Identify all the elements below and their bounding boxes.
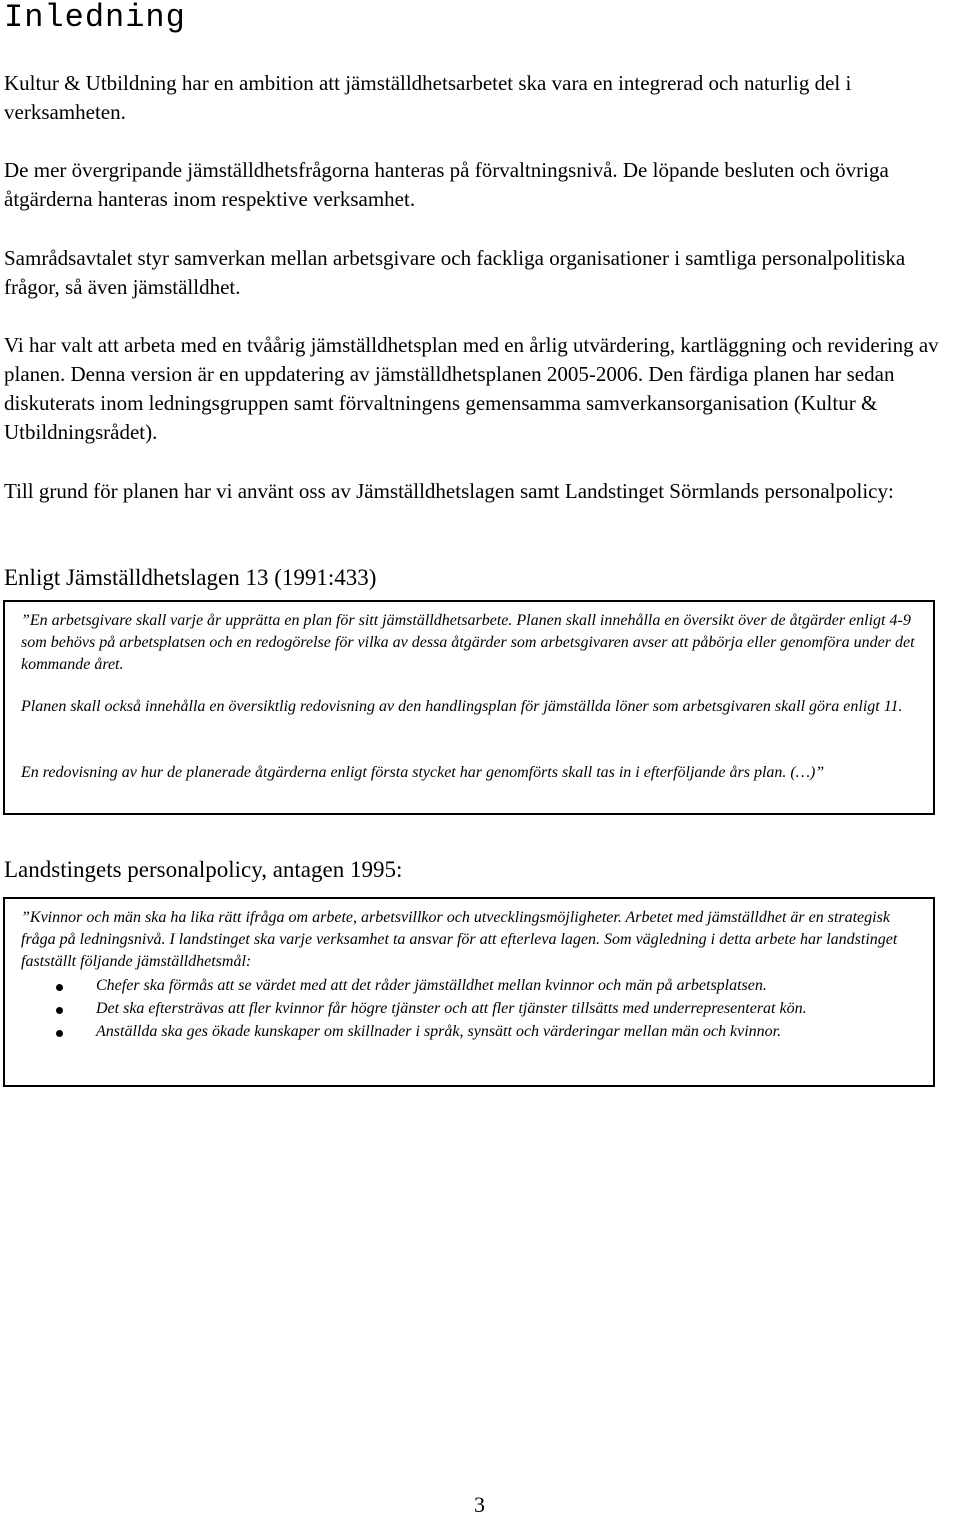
policy-quote-intro: ”Kvinnor och män ska ha lika rätt ifråga om arbete, arbetsvillkor och utvecklingsmöjligheter. Arbetet med jämställdhet är en strategisk fråga på ledningsnivå. I landstinget ska varje verksamhet ta ansvar för att efterleva lagen. Som vägledning i detta arbete har landstinget fastställt följande jämställdhetsmål:: [21, 909, 898, 970]
policy-section-title: Landstingets personalpolicy, antagen 1995:: [4, 857, 403, 882]
list-item: Det ska eftersträvas att fler kvinnor får högre tjänster och att fler tjänster tillsätts med underrepresenterat kön.: [5, 998, 921, 1020]
law-quote-paragraph: ”En arbetsgivare skall varje år upprätta en plan för sitt jämställdhetsarbete. Planen skall innehålla en översikt över de åtgärder enligt 4-9 som behövs på arbetsplatsen och en redogörelse för vilka av dessa åtgärder som arbetsgivaren avser att påbörja eller genomföra under det kommande året.: [21, 612, 915, 673]
page-number: 3: [474, 1492, 485, 1517]
policy-goal-list: [5, 975, 921, 1044]
law-quote-paragraph: En redovisning av hur de planerade åtgärderna enligt första stycket har genomförts skall tas in i efterföljande års plan. (…)”: [21, 764, 825, 781]
law-quote-paragraph: Planen skall också innehålla en översiktlig redovisning av den handlingsplan för jämställda löner som arbetsgivaren skall göra enligt 11.: [21, 698, 903, 715]
policy-quote-box: [3, 897, 935, 1087]
paragraph-samradsavtal: Samrådsavtalet styr samverkan mellan arbetsgivare och fackliga organisationer i samtliga personalpolitiska frågor, så även jämställdhet.: [4, 246, 906, 299]
paragraph-levels: De mer övergripande jämställdhetsfrågorna hanteras på förvaltningsnivå. De löpande besluten och övriga åtgärderna hanteras inom respektive verksamhet.: [4, 158, 889, 211]
bullet-icon: [56, 1007, 63, 1014]
law-section-title: Enligt Jämställdhetslagen 13 (1991:433): [4, 565, 377, 590]
list-item: Anställda ska ges ökade kunskaper om skillnader i språk, synsätt och värderingar mellan män och kvinnor.: [5, 1021, 921, 1043]
page-heading: Inledning: [4, 0, 186, 36]
bullet-icon: [56, 1030, 63, 1037]
paragraph-plan: Vi har valt att arbeta med en tvåårig jämställdhetsplan med en årlig utvärdering, kartläggning och revidering av planen. Denna version är en uppdatering av jämställdhetsplanen 2005-2006. Den färdiga planen har sedan diskuterats inom ledningsgruppen samt förvaltningens gemensamma samverkansorganisation (Kultur & Utbildningsrådet).: [4, 333, 939, 444]
paragraph-basis: Till grund för planen har vi använt oss av Jämställdhetslagen samt Landstinget Sörmlands personalpolicy:: [4, 479, 894, 503]
list-item: Chefer ska förmås att se värdet med att det råder jämställdhet mellan kvinnor och män på arbetsplatsen.: [5, 975, 921, 997]
law-quote-box: [3, 600, 935, 815]
bullet-icon: [56, 984, 63, 991]
paragraph-ambition: Kultur & Utbildning har en ambition att jämställdhetsarbetet ska vara en integrerad och naturlig del i verksamheten.: [4, 71, 852, 124]
